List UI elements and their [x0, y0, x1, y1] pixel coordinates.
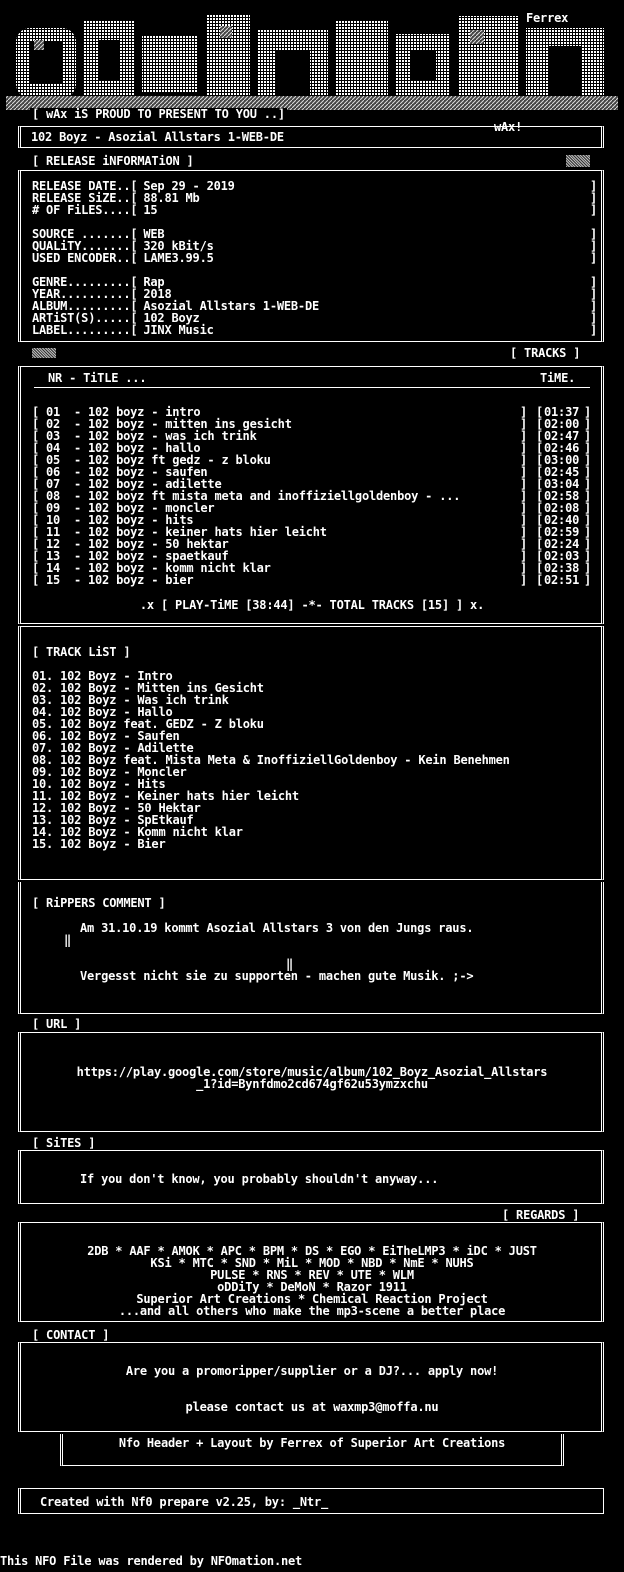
track-title: 102 boyz - hits — [88, 513, 194, 527]
tracklist-item: 15. 102 Boyz - Bier — [32, 837, 166, 851]
dash-mark: - — [74, 513, 82, 527]
bracket-mark: ] — [590, 227, 598, 241]
info-label: SOURCE .......[ — [32, 227, 138, 241]
track-title: 102 boyz - was ich trink — [88, 429, 257, 443]
bracket-mark: ] — [590, 191, 598, 205]
bracket-mark: ] — [520, 417, 528, 431]
tracklist-item: 08. 102 Boyz feat. Mista Meta & InoffiziellGoldenboy - Kein Benehmen — [32, 753, 510, 767]
track-nr: 04 — [46, 441, 61, 455]
bracket-mark: ] — [584, 537, 592, 551]
release-title: 102 Boyz - Asozial Allstars 1-WEB-DE — [31, 130, 284, 144]
bracket-mark: ] — [520, 501, 528, 515]
info-value: 2018 — [143, 287, 172, 301]
tagline: [ wAx iS PROUD TO PRESENT TO YOU ..] — [32, 107, 285, 121]
shade-block — [566, 155, 590, 167]
track-title: 102 boyz - komm nicht klar — [88, 561, 271, 575]
track-title: 102 boyz - saufen — [88, 465, 208, 479]
sites-heading: [ SiTES ] — [32, 1136, 96, 1150]
tracklist-item: 04. 102 Boyz - Hallo — [32, 705, 173, 719]
track-nr: 08 — [46, 489, 61, 503]
bracket-mark: ] — [584, 477, 592, 491]
bracket-mark: [ — [32, 489, 40, 503]
bracket-mark: ] — [520, 537, 528, 551]
sites-text: If you don't know, you probably shouldn't anyway... — [80, 1172, 439, 1186]
track-nr: 13 — [46, 549, 61, 563]
track-title: 102 boyz - spaetkauf — [88, 549, 229, 563]
comment-line-1: Am 31.10.19 kommt Asozial Allstars 3 von den Jungs raus. — [80, 921, 474, 935]
bracket-mark: ] — [590, 287, 598, 301]
bracket-mark: [ — [32, 429, 40, 443]
dash-mark: - — [74, 549, 82, 563]
bracket-mark: [ — [32, 513, 40, 527]
bracket-mark: [ — [536, 465, 544, 479]
bracket-mark: ] — [590, 323, 598, 337]
tracklist-item: 14. 102 Boyz - Komm nicht klar — [32, 825, 243, 839]
bracket-mark: [ — [536, 537, 544, 551]
bracket-mark: [ — [32, 561, 40, 575]
url-line-2[interactable]: _1?id=Bynfdmo2cd674gf62u53ymzxchu — [196, 1077, 428, 1091]
bracket-mark: ] — [520, 441, 528, 455]
bracket-mark: [ — [32, 501, 40, 515]
track-nr: 15 — [46, 573, 61, 587]
bracket-mark: ] — [520, 489, 528, 503]
bracket-mark: ] — [520, 549, 528, 563]
info-value: LAME3.99.5 — [143, 251, 214, 265]
track-time: 02:03 — [544, 549, 580, 563]
bracket-mark: ] — [584, 465, 592, 479]
layout-credit: Nfo Header + Layout by Ferrex of Superior Art Creations — [118, 1436, 506, 1450]
track-time: 02:00 — [544, 417, 580, 431]
info-value: Rap — [143, 275, 165, 289]
bracket-mark: ] — [520, 453, 528, 467]
bracket-mark: [ — [32, 573, 40, 587]
tracklist-item: 10. 102 Boyz - Hits — [32, 777, 166, 791]
regards-line: 2DB * AAF * AMOK * APC * BPM * DS * EGO * EiTheLMP3 * iDC * JUST — [87, 1244, 537, 1258]
dash-mark: - — [74, 465, 82, 479]
contact-heading: [ CONTACT ] — [32, 1328, 110, 1342]
dash-mark: - — [74, 537, 82, 551]
bracket-mark: ] — [584, 549, 592, 563]
bracket-mark: ] — [590, 239, 598, 253]
info-row — [32, 252, 214, 264]
bracket-mark: [ — [536, 573, 544, 587]
tracklist-item: 03. 102 Boyz - Was ich trink — [32, 693, 229, 707]
track-nr: 05 — [46, 453, 61, 467]
comment-heading: [ RiPPERS COMMENT ] — [32, 896, 166, 910]
tracklist-item: 02. 102 Boyz - Mitten ins Gesicht — [32, 681, 264, 695]
regards-line: KSi * MTC * SND * MiL * MOD * NBD * NmE * NUHS — [150, 1256, 474, 1270]
track-title: 102 boyz - adilette — [88, 477, 222, 491]
track-time: 03:00 — [544, 453, 580, 467]
track-title: 102 boyz - bier — [88, 573, 194, 587]
bracket-mark: ] — [584, 489, 592, 503]
bracket-mark: [ — [536, 501, 544, 515]
info-label: RELEASE SiZE..[ — [32, 191, 138, 205]
bracket-mark: ] — [520, 561, 528, 575]
info-label: ALBUM.........[ — [32, 299, 138, 313]
info-row — [32, 324, 214, 336]
contact-box — [18, 1342, 604, 1432]
info-label: LABEL.........[ — [32, 323, 138, 337]
bracket-mark: ] — [584, 525, 592, 539]
bracket-mark: ] — [520, 513, 528, 527]
bracket-mark: ] — [520, 525, 528, 539]
info-value: WEB — [143, 227, 165, 241]
bracket-mark: [ — [536, 405, 544, 419]
info-label: USED ENCODER..[ — [32, 251, 138, 265]
col-nr-title: NR - TiTLE ... — [48, 371, 147, 385]
track-time: 02:47 — [544, 429, 580, 443]
dash-mark: - — [74, 573, 82, 587]
tracklist-item: 13. 102 Boyz - SpEtkauf — [32, 813, 194, 827]
tracklist-item: 12. 102 Boyz - 50 Hektar — [32, 801, 201, 815]
info-label: QUALiTY.......[ — [32, 239, 138, 253]
info-value: 88.81 Mb — [143, 191, 200, 205]
bracket-mark: ] — [584, 561, 592, 575]
tracks-summary: .x [ PLAY-TiME [38:44] -*- TOTAL TRACKS [15] ] x. — [139, 598, 485, 612]
bracket-mark: [ — [32, 417, 40, 431]
bracket-mark: [ — [536, 489, 544, 503]
bracket-mark: [ — [536, 417, 544, 431]
bracket-mark: [ — [536, 477, 544, 491]
track-title: 102 boyz - moncler — [88, 501, 215, 515]
bracket-mark: [ — [536, 441, 544, 455]
bracket-mark: [ — [32, 549, 40, 563]
shade-block — [32, 348, 56, 358]
track-title: 102 boyz - intro — [88, 405, 201, 419]
track-time: 02:58 — [544, 489, 580, 503]
footer-rendered-by: This NFO File was rendered by NFOmation.net — [0, 1554, 303, 1568]
dash-mark: - — [74, 429, 82, 443]
info-label: # OF FiLES....[ — [32, 203, 138, 217]
info-value: 320 kBit/s — [143, 239, 214, 253]
bracket-mark: ] — [590, 311, 598, 325]
bracket-mark: [ — [536, 525, 544, 539]
tracklist-item: 07. 102 Boyz - Adilette — [32, 741, 194, 755]
track-nr: 07 — [46, 477, 61, 491]
info-label: ARTiST(S).....[ — [32, 311, 138, 325]
track-time: 01:37 — [544, 405, 580, 419]
bracket-mark: ] — [590, 299, 598, 313]
dash-mark: - — [74, 489, 82, 503]
bracket-mark: [ — [32, 477, 40, 491]
dash-mark: - — [74, 525, 82, 539]
bracket-mark: [ — [32, 453, 40, 467]
info-value: 15 — [143, 203, 158, 217]
track-title: 102 boyz - 50 hektar — [88, 537, 229, 551]
url-line-1[interactable]: https://play.google.com/store/music/album/102_Boyz_Asozial_Allstars — [76, 1065, 548, 1079]
track-nr: 09 — [46, 501, 61, 515]
track-nr: 03 — [46, 429, 61, 443]
bracket-mark: ] — [584, 573, 592, 587]
tracklist-item: 09. 102 Boyz - Moncler — [32, 765, 187, 779]
signature: wAx! — [494, 120, 523, 134]
pipe-mark: ‖ — [286, 957, 294, 971]
regards-line: PULSE * RNS * REV * UTE * WLM — [210, 1268, 414, 1282]
created-with: Created with Nf0 prepare v2.25, by: _Ntr_ — [40, 1495, 329, 1509]
col-time: TiME. — [540, 371, 576, 385]
info-value: Sep 29 - 2019 — [143, 179, 235, 193]
bracket-mark: ] — [590, 203, 598, 217]
dash-mark: - — [74, 477, 82, 491]
bracket-mark: ] — [590, 275, 598, 289]
track-time: 02:40 — [544, 513, 580, 527]
track-time: 02:45 — [544, 465, 580, 479]
dash-mark: - — [74, 417, 82, 431]
url-heading: [ URL ] — [32, 1017, 82, 1031]
bracket-mark: [ — [536, 561, 544, 575]
bracket-mark: ] — [590, 179, 598, 193]
artist-credit: Ferrex — [526, 11, 569, 25]
regards-heading: [ REGARDS ] — [502, 1208, 580, 1222]
bracket-mark: ] — [520, 477, 528, 491]
bracket-mark: ] — [584, 501, 592, 515]
track-nr: 14 — [46, 561, 61, 575]
tracklist-item: 11. 102 Boyz - Keiner hats hier leicht — [32, 789, 299, 803]
bracket-mark: ] — [520, 405, 528, 419]
track-title: 102 boyz ft gedz - z bloku — [88, 453, 271, 467]
bracket-mark: ] — [520, 429, 528, 443]
release-info-heading: [ RELEASE iNFORMATiON ] — [32, 154, 194, 168]
bracket-mark: ] — [584, 513, 592, 527]
dash-mark: - — [74, 501, 82, 515]
track-nr: 01 — [46, 405, 61, 419]
tracklist-item: 05. 102 Boyz feat. GEDZ - Z bloku — [32, 717, 264, 731]
bracket-mark: ] — [520, 573, 528, 587]
track-title: 102 boyz - mitten ins gesicht — [88, 417, 292, 431]
track-title: 102 boyz ft mista meta and inoffiziellgoldenboy - ... — [88, 489, 461, 503]
track-time: 02:59 — [544, 525, 580, 539]
title-box — [18, 126, 604, 148]
bracket-mark: ] — [584, 417, 592, 431]
track-title: 102 boyz - hallo — [88, 441, 201, 455]
track-nr: 02 — [46, 417, 61, 431]
dash-mark: - — [74, 405, 82, 419]
regards-line: ...and all others who make the mp3-scene a better place — [118, 1304, 506, 1318]
bracket-mark: ] — [584, 429, 592, 443]
track-time: 03:04 — [544, 477, 580, 491]
bracket-mark: ] — [584, 405, 592, 419]
info-label: GENRE.........[ — [32, 275, 138, 289]
info-label: YEAR..........[ — [32, 287, 138, 301]
bracket-mark: [ — [32, 525, 40, 539]
regards-line: oDDiTy * DeMoN * Razor 1911 — [217, 1280, 407, 1294]
tracklist-heading: [ TRACK LiST ] — [32, 645, 131, 659]
dash-mark: - — [74, 561, 82, 575]
dash-mark: - — [74, 441, 82, 455]
comment-line-2: Vergesst nicht sie zu supporten - machen gute Musik. ;-> — [80, 969, 474, 983]
divider — [34, 387, 590, 388]
info-row — [32, 204, 157, 216]
track-title: 102 boyz - keiner hats hier leicht — [88, 525, 327, 539]
track-nr: 11 — [46, 525, 61, 539]
bracket-mark: ] — [584, 441, 592, 455]
bracket-mark: [ — [32, 441, 40, 455]
bracket-mark: [ — [32, 405, 40, 419]
track-nr: 12 — [46, 537, 61, 551]
track-time: 02:51 — [544, 573, 580, 587]
bracket-mark: [ — [536, 549, 544, 563]
tracklist-item: 06. 102 Boyz - Saufen — [32, 729, 180, 743]
track-nr: 10 — [46, 513, 61, 527]
track-time: 02:38 — [544, 561, 580, 575]
pipe-mark: ‖ — [64, 933, 72, 947]
track-nr: 06 — [46, 465, 61, 479]
bracket-mark: [ — [536, 429, 544, 443]
bracket-mark: ] — [584, 453, 592, 467]
bracket-mark: [ — [536, 453, 544, 467]
bracket-mark: [ — [32, 537, 40, 551]
regards-line: Superior Art Creations * Chemical Reaction Project — [136, 1292, 488, 1306]
tracks-heading: [ TRACKS ] — [510, 346, 581, 360]
bracket-mark: [ — [536, 513, 544, 527]
info-value: Asozial Allstars 1-WEB-DE — [143, 299, 319, 313]
info-value: 102 Boyz — [143, 311, 200, 325]
dash-mark: - — [74, 453, 82, 467]
tracklist-item: 01. 102 Boyz - Intro — [32, 669, 173, 683]
bracket-mark: [ — [32, 465, 40, 479]
bracket-mark: ] — [590, 251, 598, 265]
bracket-mark: ] — [520, 465, 528, 479]
contact-line-2[interactable]: please contact us at waxmp3@moffa.nu — [185, 1400, 439, 1414]
info-label: RELEASE DATE..[ — [32, 179, 138, 193]
info-value: JINX Music — [143, 323, 214, 337]
track-time: 02:08 — [544, 501, 580, 515]
track-time: 02:24 — [544, 537, 580, 551]
track-time: 02:46 — [544, 441, 580, 455]
contact-line-1: Are you a promoripper/supplier or a DJ?... apply now! — [125, 1364, 499, 1378]
